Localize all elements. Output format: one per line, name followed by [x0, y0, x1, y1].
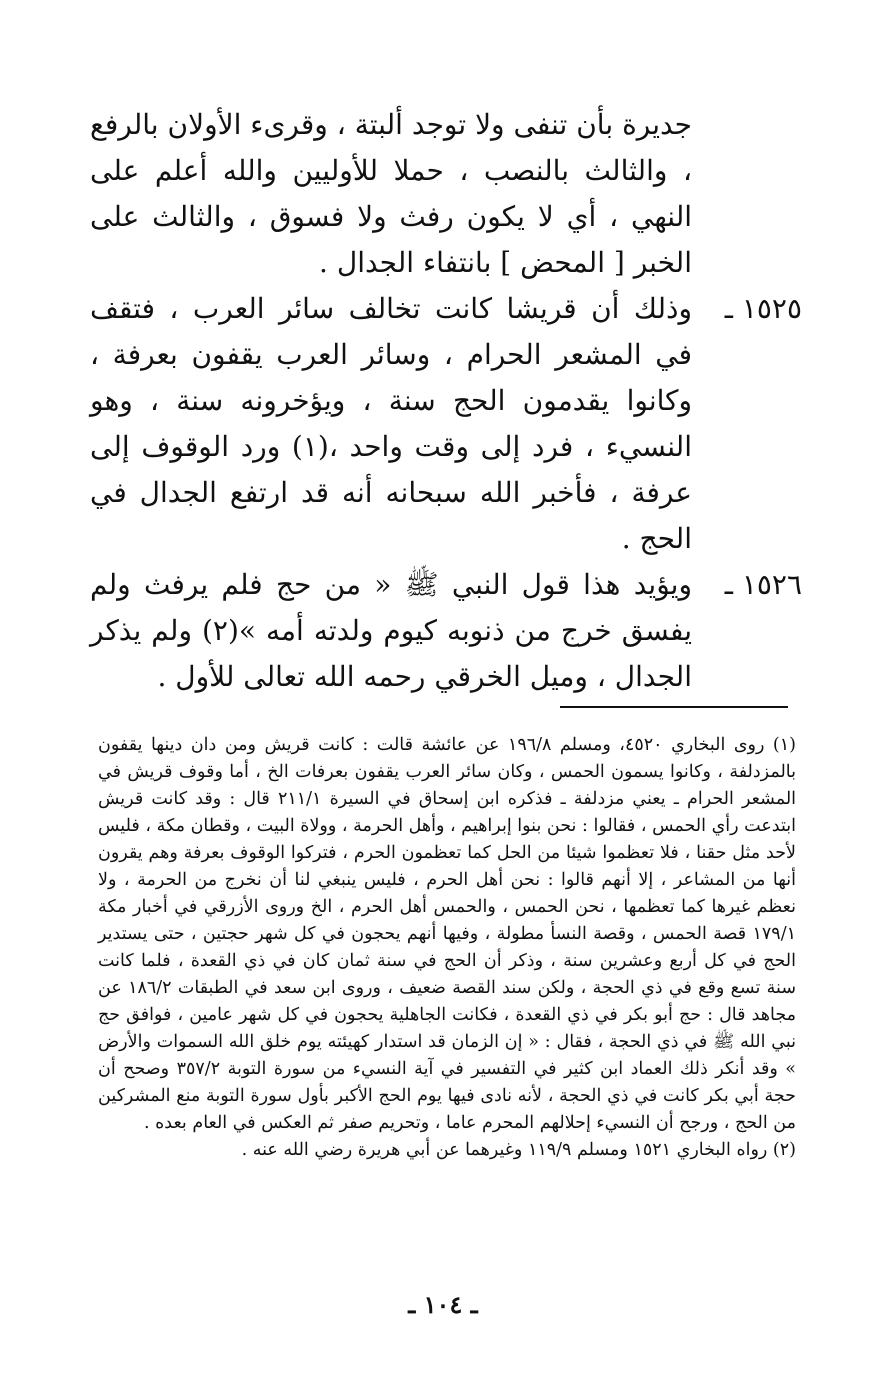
main-text: [90, 102, 802, 700]
paragraph-number: ١٥٢٥ ـ: [724, 292, 802, 325]
paragraph-text: وذلك أن قريشا كانت تخالف سائر العرب ، فتقف في المشعر الحرام ، وسائر العرب يقفون بعرفة ، وكانوا يقدمون الحج سنة ، ويؤخرونه سنة ، وهو النسيء ، فرد إلى وقت واحد ،(١) ورد الوقوف إلى عرفة ، فأخبر الله سبحانه أنه قد ارتفع الجدال في الحج .: [90, 292, 692, 555]
continuation-paragraph: [90, 102, 692, 286]
numbered-paragraph-1526: [90, 562, 802, 700]
footnote-2: (٢) رواه البخاري ١٥٢١ ومسلم ١١٩/٩ وغيرهما عن أبي هريرة رضي الله عنه .: [241, 1140, 796, 1160]
paragraph-text: ويؤيد هذا قول النبي ﷺ « من حج فلم يرفث ولم يفسق خرج من ذنوبه كيوم ولدته أمه »(٢) ولم يذكر الجدال ، وميل الخرقي رحمه الله تعالى للأول .: [90, 568, 693, 693]
footnote-1: (١) روى البخاري ٤٥٢٠، ومسلم ١٩٦/٨ عن عائشة قالت : كانت قريش ومن دان دينها يقفون بالمزدلفة ، وكانوا يسمون الحمس ، وكان سائر العرب يقفون بعرفات الخ ، أما وقوف قريش في المشعر الحرام ـ يعني مزدلفة ـ فذكره ابن إسحاق في السيرة ٢١١/١ قال : وقد كانت قريش ابتدعت رأي الحمس ، فقالوا : نحن بنوا إبراهيم ، وأهل الحرمة ، وولاة البيت ، وقطان مكة ، فليس لأحد مثل حقنا ، فلا تعظموا شيئا من الحل كما تعظمون الحرم ، فتركوا الوقوف بعرفة وهم يقرون أنها من المشاعر ، إلا أنهم قالوا : نحن أهل الحرم ، فليس ينبغي لنا أن نخرج من الحرمة ، ولا نعظم غيرها كما تعظمها ، نحن الحمس ، والحمس أهل الحرم ، الخ وروى الأزرقي في أخبار مكة ١٧٩/١ قصة الحمس ، وقصة النسأ مطولة ، وفيها أنهم يحجون في كل شهر حجتين ، حتى يستدير الحج في كل أربع وعشرين سنة ، وذكر أن الحج في سنة ثمان كان في ذي القعدة ، فلما كانت سنة تسع وقع في ذي الحجة ، ولكن سند القصة ضعيف ، وروى ابن سعد في الطبقات ١٨٦/٢ عن مجاهد قال : حج أبو بكر في ذي القعدة ، فكانت الجاهلية يحجون في كل شهر عامين ، فوافق حج نبي الله ﷺ في ذي الحجة ، فقال : « إن الزمان قد استدار كهيئته يوم خلق الله السموات والأرض » وقد أنكر ذلك العماد ابن كثير في التفسير في آية النسيء من سورة التوبة ٣٥٧/٢ وصحح أن حجة أبي بكر كانت في ذي الحجة ، لأنه نادى فيها يوم الحج الأكبر بأول سورة التوبة منع المشركين من الحج ، ورجح أن النسيء إحلالهم المحرم عاما ، وتحريم صفر ثم العكس في العام بعده .: [98, 735, 797, 1133]
footnotes: [98, 732, 796, 1164]
paragraph-number: ١٥٢٦ ـ: [724, 568, 802, 601]
paragraph-text: جديرة بأن تنفى ولا توجد ألبتة ، وقرىء الأولان بالرفع ، والثالث بالنصب ، حملا للأوليين والله أعلم على النهي ، أي لا يكون رفث ولا فسوق ، والثالث على الخبر [ المحض ] بانتفاء الجدال .: [90, 108, 692, 279]
numbered-paragraph-1525: [90, 286, 802, 562]
page-number: ـ ١٠٤ ـ: [408, 1290, 478, 1319]
footnote-separator: [560, 706, 788, 708]
